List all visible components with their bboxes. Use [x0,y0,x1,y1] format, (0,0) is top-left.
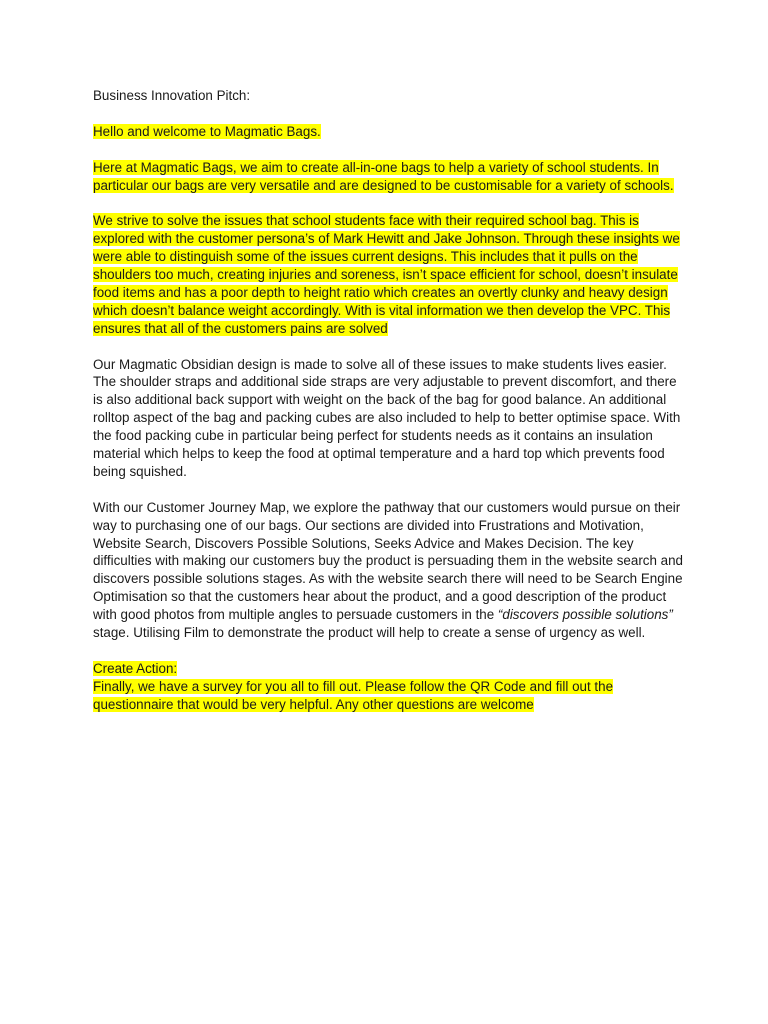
welcome-text: Hello and welcome to Magmatic Bags. [93,123,321,139]
intro-text: Here at Magmatic Bags, we aim to create all-in-one bags to help a variety of school students. In particular our bags are very versatile and are designed to be customisable for a variety of schools. [93,159,674,193]
journey-stage-name: “discovers possible solutions” [497,607,673,623]
solution-text: Our Magmatic Obsidian design is made to solve all of these issues to make students lives easier. The shoulder straps and additional side straps are very adjustable to prevent discomfort, and there is also additional back support with weight on the back of the bag for good balance. An additional rolltop aspect of the bag and packing cubes are also included to help to better optimise space. With the food packing cube in particular being perfect for students needs as it contains an insulation material which helps to keep the food at optimal temperature and a hard top which prevents food being squished. [93,356,681,479]
heading-text: Business Innovation Pitch: [93,88,251,103]
action-paragraph [93,660,683,714]
action-heading: Create Action: [93,660,178,676]
document-body [93,87,683,732]
problem-text: We strive to solve the issues that school students face with their required school bag. This is explored with the customer persona’s of Mark Hewitt and Jake Johnson. Through these insights we were able to distinguish some of the issues current designs. This includes that it pulls on the shoulders too much, creating injuries and soreness, isn’t space efficient for school, doesn’t insulate food items and has a poor depth to height ratio which creates an overtly clunky and heavy design which doesn’t balance weight accordingly. With is vital information we then develop the VPC. This ensures that all of the customers pains are solved [93,213,680,336]
intro-paragraph [93,159,683,195]
journey-paragraph [93,499,683,642]
solution-paragraph [93,356,683,481]
action-text: Finally, we have a survey for you all to fill out. Please follow the QR Code and fill out the questionnaire that would be very helpful. Any other questions are welcome [93,678,614,712]
document-heading [93,87,683,105]
welcome-paragraph [93,123,683,141]
problem-paragraph [93,212,683,337]
journey-text-end: stage. Utilising Film to demonstrate the product will help to create a sense of urgency as well. [93,625,646,641]
journey-text-start: With our Customer Journey Map, we explore the pathway that our customers would pursue on their way to purchasing one of our bags. Our sections are divided into Frustrations and Motivation, Website Search, Discovers Possible Solutions, Seeks Advice and Makes Decision. The key difficulties with making our customers buy the product is persuading them in the website search and discovers possible solutions stages. As with the website search there will need to be Search Engine Optimisation so that the customers hear about the product, and a good description of the product with good photos from multiple angles to persuade customers in the [93,499,683,623]
